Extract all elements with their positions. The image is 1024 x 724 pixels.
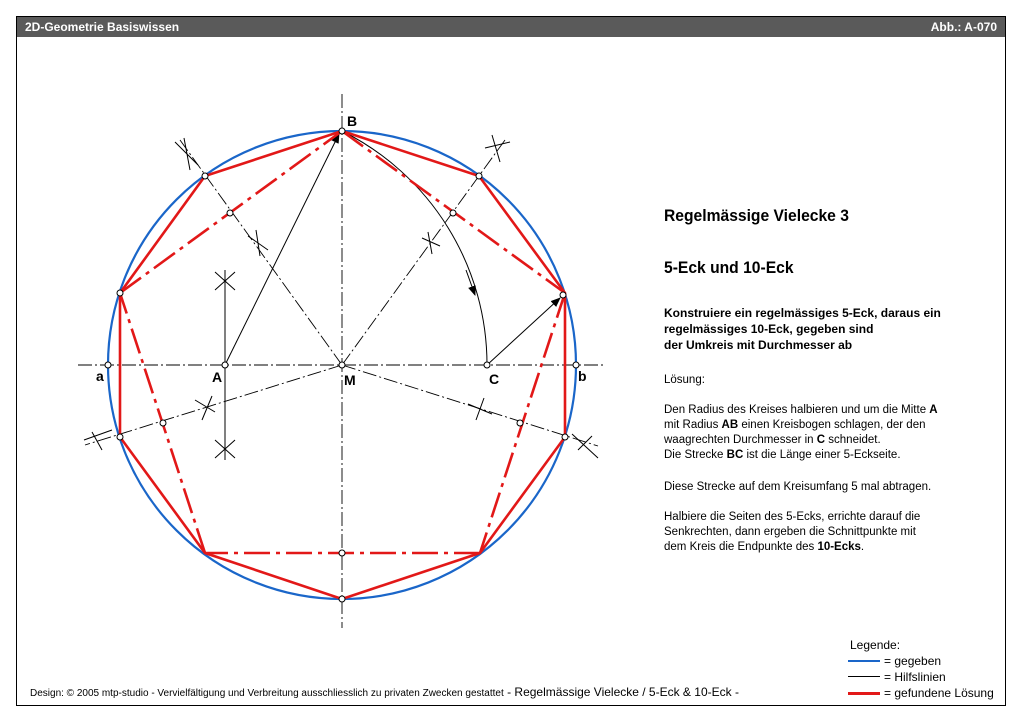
label-b: b — [578, 368, 587, 384]
cross-mark — [572, 434, 598, 458]
point-C-marker — [484, 362, 490, 368]
legend-swatch-given — [848, 660, 880, 662]
point-a-marker — [105, 362, 111, 368]
figure-title: Regelmässige Vielecke 3 — [664, 206, 849, 225]
vertex-marker — [562, 434, 568, 440]
solution-step-2: Diese Strecke auf dem Kreisumfang 5 mal abtragen. — [664, 481, 932, 493]
footer-credit: Design: © 2005 mtp-studio - Vervielfältigung und Verbreitung ausschliesslich zu privaten Zwecken gestattet — [30, 688, 504, 699]
solution-label: Lösung: — [664, 374, 705, 386]
solution-line: Den Radius des Kreises halbieren und um die Mitte A — [664, 404, 938, 416]
header-figure-number: Abb.: A-070 — [930, 20, 997, 34]
solution-line: Halbiere die Seiten des 5-Ecks, errichte darauf die — [664, 511, 921, 523]
solution-line: mit Radius AB einen Kreisbogen schlagen, der den — [664, 419, 926, 431]
midpoint-marker — [227, 210, 233, 216]
midpoint-marker — [517, 420, 523, 426]
task-description — [664, 305, 994, 353]
vertex-marker — [202, 173, 208, 179]
midpoint-marker — [339, 550, 345, 556]
label-a: a — [96, 368, 104, 384]
perpendicular-4 — [342, 365, 598, 446]
line-A-B — [225, 134, 339, 365]
solution-line: Die Strecke BC ist die Länge einer 5-Eckseite. — [664, 449, 901, 461]
point-A-marker — [222, 362, 228, 368]
task-line: Konstruiere ein regelmässiges 5-Eck, daraus ein — [664, 306, 941, 320]
legend-title: Legende: — [850, 638, 901, 652]
figure-subtitle: 5-Eck und 10-Eck — [664, 258, 794, 277]
vertex-marker — [476, 173, 482, 179]
label-B: B — [347, 113, 358, 129]
label-A: A — [212, 369, 223, 385]
cross-mark — [468, 398, 492, 420]
legend-swatch-aux — [848, 676, 880, 677]
vertex-marker — [339, 596, 345, 602]
vertex-marker — [117, 290, 123, 296]
footer — [30, 685, 739, 699]
cross-mark — [175, 138, 198, 170]
legend-item-given: = gegeben — [848, 653, 900, 669]
task-line: regelmässiges 10-Eck, gegeben sind — [664, 322, 874, 336]
footer-title: - Regelmässige Vielecke / 5-Eck & 10-Eck - — [503, 685, 739, 699]
vertex-marker — [560, 292, 566, 298]
solution-line: waagrechten Durchmesser in C schneidet. — [664, 434, 881, 446]
vertex-marker — [339, 128, 345, 134]
vertex-marker — [117, 434, 123, 440]
solution-step-1 — [664, 403, 938, 463]
midpoint-marker — [160, 420, 166, 426]
legend-item-solution: = gefundene Lösung — [848, 685, 900, 701]
label-C: C — [489, 371, 500, 387]
label-M: M — [344, 372, 356, 388]
legend — [848, 637, 994, 701]
header-series-title: 2D-Geometrie Basiswissen — [25, 20, 180, 34]
legend-item-aux: = Hilfslinien — [848, 669, 900, 685]
solution-line: dem Kreis die Endpunkte des 10-Ecks. — [664, 541, 865, 553]
midpoint-marker — [450, 210, 456, 216]
solution-line: Senkrechten, dann ergeben die Schnittpunkte mit — [664, 526, 916, 538]
solution-step-3 — [664, 510, 920, 555]
cross-mark — [84, 430, 112, 450]
point-M-marker — [339, 362, 345, 368]
cross-mark — [248, 230, 268, 256]
task-line: der Umkreis mit Durchmesser ab — [664, 338, 853, 352]
line-C-vertex — [487, 298, 560, 365]
cross-mark — [485, 135, 510, 162]
legend-swatch-solution — [848, 692, 880, 695]
